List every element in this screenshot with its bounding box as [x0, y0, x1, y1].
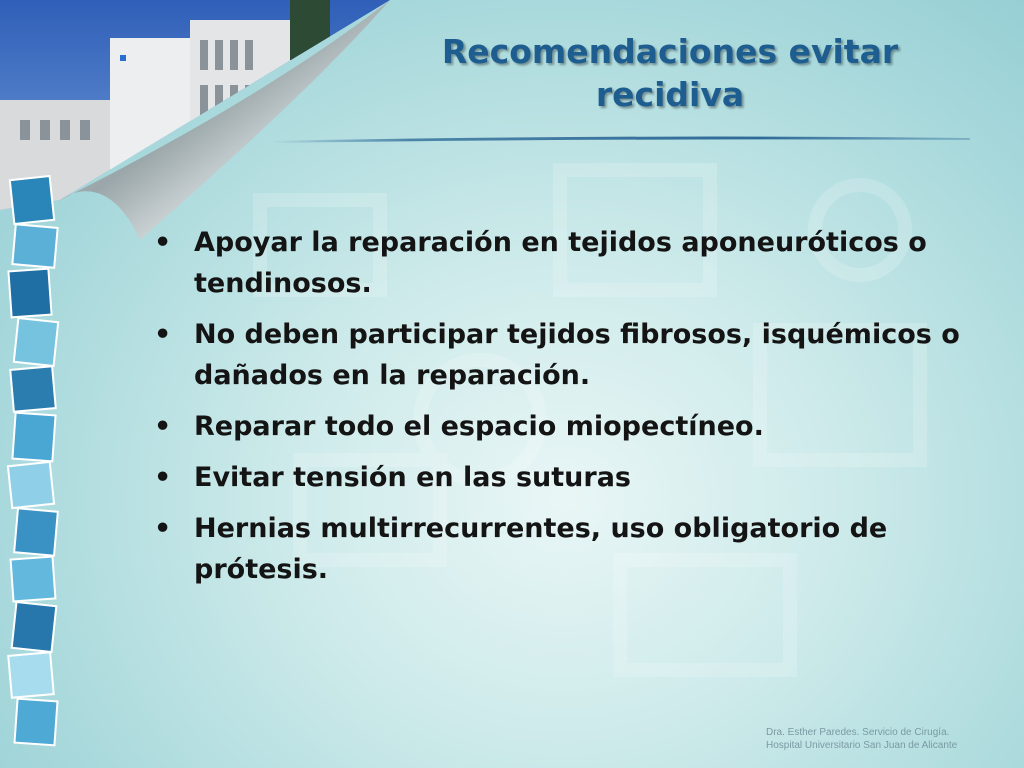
list-item — [150, 508, 1000, 590]
list-item — [150, 222, 1000, 304]
bullet-text: Evitar tensión en las suturas — [194, 462, 631, 493]
footer-credit — [766, 726, 1006, 752]
bullet-glyph: • — [154, 411, 172, 442]
list-item — [150, 406, 1000, 447]
title-line-1: Recomendaciones evitar — [441, 32, 899, 71]
credit-line-2: Hospital Universitario San Juan de Alicante — [766, 740, 958, 751]
credit-line-1: Dra. Esther Paredes. Servicio de Cirugía. — [766, 727, 950, 738]
bullet-text: Apoyar la reparación en tejidos aponeuróticos o tendinosos. — [194, 227, 927, 299]
bullet-glyph: • — [154, 513, 172, 544]
list-item — [150, 314, 1000, 396]
bullet-glyph: • — [154, 319, 172, 350]
bullet-list — [150, 222, 1000, 600]
blue-tile-strip-decoration — [0, 0, 80, 768]
title-underline-swoosh — [270, 134, 970, 144]
slide-title — [420, 30, 920, 116]
bullet-glyph: • — [154, 227, 172, 258]
bullet-text: No deben participar tejidos fibrosos, isquémicos o dañados en la reparación. — [194, 319, 960, 391]
list-item — [150, 457, 1000, 498]
title-line-2: recidiva — [595, 75, 745, 114]
bullet-text: Hernias multirrecurrentes, uso obligatorio de prótesis. — [194, 513, 888, 585]
bullet-glyph: • — [154, 462, 172, 493]
bullet-text: Reparar todo el espacio miopectíneo. — [194, 411, 764, 442]
